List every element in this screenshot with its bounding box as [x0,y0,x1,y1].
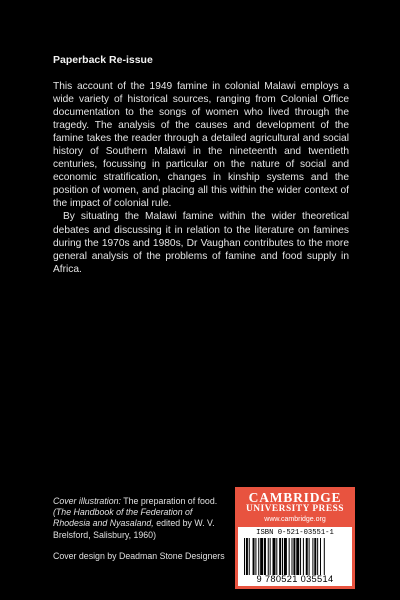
heading-paperback-reissue: Paperback Re-issue [53,54,153,66]
cover-illustration-text: The preparation of food. [120,496,218,506]
cover-illustration-label: Cover illustration: [53,496,121,506]
publisher-name: CAMBRIDGE [248,490,342,505]
blurb-text [53,80,349,276]
publisher-url: www.cambridge.org [264,516,326,523]
isbn-text: ISBN 0-521-03551-1 [256,529,334,537]
barcode-digits: 9 780521 035514 [256,574,334,584]
publisher-subtitle: UNIVERSITY PRESS [245,504,345,514]
cover-illustration-credit [53,496,225,541]
publisher-box [235,487,355,589]
barcode-icon [244,538,346,575]
blurb-paragraph-1: This account of the 1949 famine in colonial Malawi employs a wide variety of historical sources, ranging from Colonial Office documentation to the songs of women who lived through the tragedy. The analysis of the causes and development of the famine takes the reader through a detailed agricultural and social history of Southern Malawi in the nineteenth and twentieth centuries, focussing in particular on the nature of social and economic stratification, changes in kinship systems and the position of women, and placing all this within the wider context of the impact of colonial rule. [53,81,349,210]
isbn-panel [238,527,352,586]
credits [53,496,225,562]
blurb-paragraph-2: By situating the Malawi famine within the wider theoretical debates and discussing it in relation to the literature on famines during the 1970s and 1980s, Dr Vaughan contributes to the more general analysis of the problems of famine and food supply in Africa. [53,211,349,275]
cover-design-credit: Cover design by Deadman Stone Designers [53,550,225,561]
cover-illustration-source-rest: edited by W. V. Brelsford, Salisbury, 1960) [53,518,215,540]
cover-illustration-source: (The Handbook of the Federation of Rhodesia and Nyasaland, [53,507,193,529]
